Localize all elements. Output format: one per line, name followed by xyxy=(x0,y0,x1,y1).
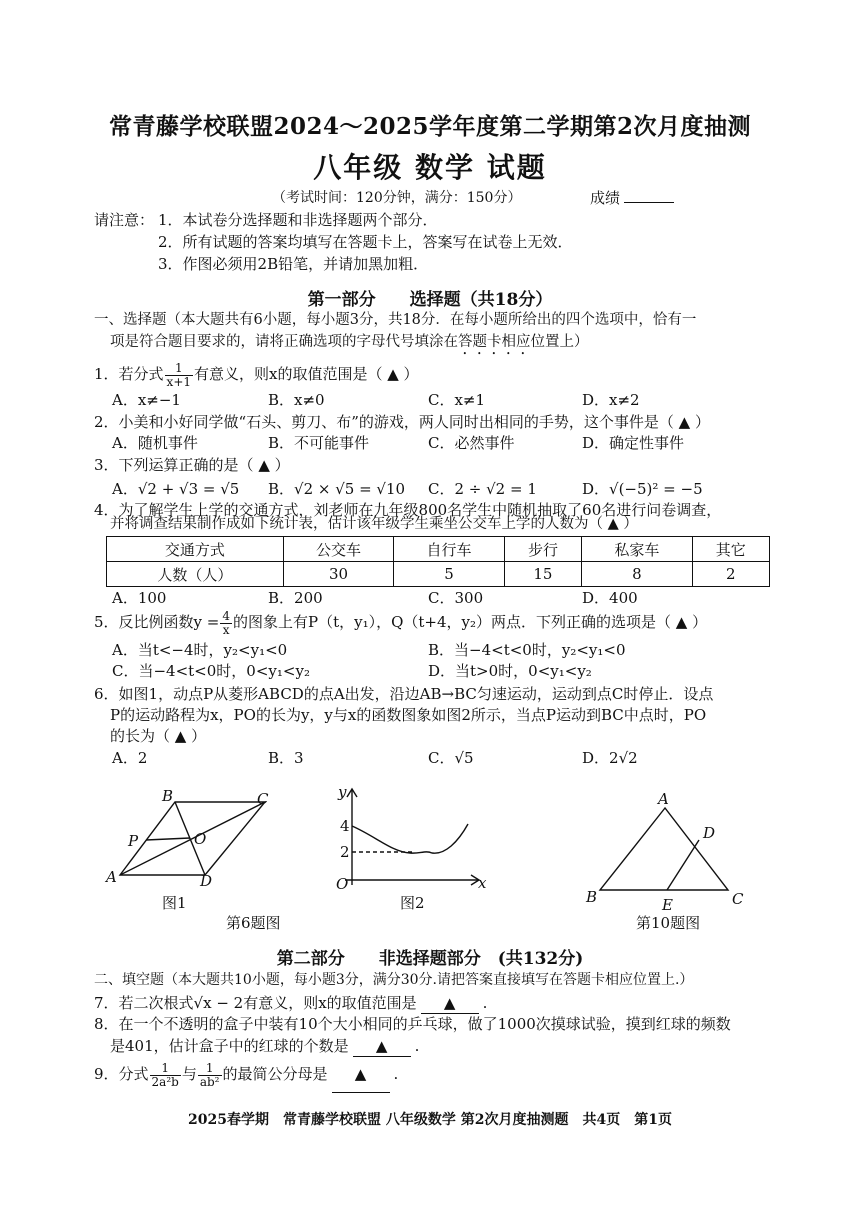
exam-title: 常青藤学校联盟2024～2025学年度第二学期第2次月度抽测 xyxy=(108,113,752,140)
q5-option-b: B．当−4<t<0时，y₂<y₁<0 xyxy=(428,641,626,659)
q4-option-a: A．100 xyxy=(112,589,167,607)
question-7 xyxy=(94,993,487,1014)
exam-info: （考试时间：120分钟，满分：150分） xyxy=(272,190,522,206)
fig1-label-p: P xyxy=(128,832,139,850)
q4-option-d: D．400 xyxy=(582,589,638,607)
q4-option-c: C．300 xyxy=(428,589,484,607)
q5-frac-den: x xyxy=(222,622,230,637)
q1-option-d: D．x≠2 xyxy=(582,391,640,409)
table-cell: 其它 xyxy=(692,537,769,562)
fig10-label-b: B xyxy=(586,888,598,906)
q6-option-c: C．√5 xyxy=(428,749,474,767)
q5-frac-num: 4 xyxy=(222,608,230,623)
table-cell: 私家车 xyxy=(582,537,693,562)
segment-po xyxy=(146,838,190,840)
part1-instructions-a: 一、选择题（本大题共有6小题，每小题3分，共18分．在每小题所给出的四个选项中，恰有一 xyxy=(94,312,697,328)
q3-option-d: D．√(−5)² = −5 xyxy=(582,480,703,498)
q5-option-a: A．当t<−4时，y₂<y₁<0 xyxy=(112,641,288,659)
q9-end: . xyxy=(393,1065,399,1083)
fig10-label-a: A xyxy=(658,790,669,808)
notice-item-1: 1．本试卷分选择题和非选择题两个部分． xyxy=(158,211,438,229)
q9-mid: 与 xyxy=(181,1065,197,1083)
figure-10-triangle xyxy=(600,808,728,890)
notice-item-2: 2．所有试题的答案均填写在答题卡上，答案写在试卷上无效． xyxy=(158,233,573,251)
question-6-line-3: 的长为（ ▲ ） xyxy=(110,727,207,745)
q8-answer-blank: ▲ xyxy=(353,1036,411,1057)
table-cell: 30 xyxy=(283,562,394,587)
instr-b-emphasis: 答题卡相应 xyxy=(458,334,531,350)
q9-frac2-den: ab² xyxy=(199,1074,220,1089)
figure-1-caption: 图1 xyxy=(162,894,187,912)
q9-fraction-2 xyxy=(198,1062,222,1089)
page-footer: 2025春学期 常青藤学校联盟 八年级数学 第2次月度抽测题 共4页 第1页 xyxy=(188,1112,672,1128)
q9-answer-blank: ▲ xyxy=(332,1056,390,1093)
figure-2-caption: 图2 xyxy=(400,894,425,912)
question-4-line-2: 并将调查结果制作成如下统计表，估计该年级学生乘坐公交车上学的人数为（ ▲ ） xyxy=(110,516,638,532)
table-cell: 8 xyxy=(582,562,693,587)
q5-option-d: D．当t>0时，0<y₁<y₂ xyxy=(428,662,592,680)
fig10-label-c: C xyxy=(732,890,744,908)
q8-post: . xyxy=(414,1037,420,1055)
function-curve xyxy=(352,824,468,853)
q4-option-b: B．200 xyxy=(268,589,323,607)
question-6-figure-caption: 第6题图 xyxy=(226,914,281,932)
triangle-abc xyxy=(600,808,728,890)
question-8-line-2 xyxy=(110,1036,419,1057)
fig1-label-o: O xyxy=(194,830,207,848)
question-6-line-1: 6．如图1，动点P从菱形ABCD的点A出发，沿边AB→BC匀速运动，运动到点C时停止．设点 xyxy=(94,685,714,703)
q7-post: . xyxy=(482,994,488,1012)
q6-option-a: A．2 xyxy=(112,749,148,767)
table-cell: 2 xyxy=(692,562,769,587)
fig10-label-e: E xyxy=(662,896,673,914)
q9-frac1-den: 2a²b xyxy=(151,1074,179,1089)
fig2-label-y: y xyxy=(338,783,347,801)
question-4-line-1: 4．为了解学生上学的交通方式，刘老师在九年级800名学生中随机抽取了60名进行问卷调查， xyxy=(94,501,722,519)
diagonal-ac xyxy=(120,802,265,875)
part2-heading: 第二部分 非选择题部分 (共132分) xyxy=(276,949,584,969)
fig2-label-4: 4 xyxy=(340,817,350,835)
q1-option-a: A．x≠−1 xyxy=(112,391,181,409)
q9-post: 的最简公分母是 xyxy=(222,1065,328,1083)
q1-post: 有意义，则x的取值范围是（ ▲ ） xyxy=(194,365,419,383)
q9-fraction-1 xyxy=(150,1062,181,1089)
fig1-label-a: A xyxy=(106,868,117,886)
q2-option-d: D．确定性事件 xyxy=(582,434,685,452)
fig10-label-d: D xyxy=(703,824,716,842)
question-2: 2．小美和小好同学做“石头、剪刀、布”的游戏，两人同时出相同的手势，这个事件是（ ▲ ） xyxy=(94,413,710,431)
question-9 xyxy=(94,1056,398,1093)
q1-option-b: B．x≠0 xyxy=(268,391,325,409)
q2-option-c: C．必然事件 xyxy=(428,434,515,452)
q1-option-c: C．x≠1 xyxy=(428,391,486,409)
score-label: 成绩 xyxy=(590,189,621,207)
table-cell: 自行车 xyxy=(394,537,505,562)
q5-pre: 5．反比例函数y = xyxy=(94,613,220,631)
q5-post: 的图象上有P（t，y₁），Q（t+4，y₂）两点．下列正确的选项是（ ▲ ） xyxy=(233,613,708,631)
q3-option-c: C．2 ÷ √2 = 1 xyxy=(428,480,537,498)
fig1-label-c: C xyxy=(257,790,269,808)
table-cell: 5 xyxy=(394,562,505,587)
q9-pre: 9．分式 xyxy=(94,1065,149,1083)
table-cell: 15 xyxy=(504,562,581,587)
q6-option-b: B．3 xyxy=(268,749,304,767)
segment-de xyxy=(667,840,699,890)
table-cell: 人数（人） xyxy=(107,562,284,587)
q3-option-a: A．√2 + √3 = √5 xyxy=(112,480,240,498)
q9-frac2-num: 1 xyxy=(198,1062,222,1076)
fig1-label-d: D xyxy=(200,872,213,890)
fig1-label-b: B xyxy=(162,787,174,805)
q1-pre: 1．若分式 xyxy=(94,365,164,383)
question-10-figure-caption: 第10题图 xyxy=(636,914,701,932)
q3-option-b: B．√2 × √5 = √10 xyxy=(268,480,406,498)
q2-option-b: B．不可能事件 xyxy=(268,434,370,452)
q6-option-d: D．2√2 xyxy=(582,749,638,767)
q5-option-c: C．当−4<t<0时，0<y₁<y₂ xyxy=(112,662,310,680)
table-cell: 公交车 xyxy=(283,537,394,562)
table-cell: 步行 xyxy=(504,537,581,562)
q1-frac-den: x+1 xyxy=(166,374,192,389)
fig2-label-2: 2 xyxy=(340,843,350,861)
notice-label: 请注意： xyxy=(94,211,155,229)
q8-pre: 是401，估计盒子中的红球的个数是 xyxy=(110,1037,349,1055)
question-6-line-2: P的运动路程为x，PO的长为y，y与x的函数图象如图2所示，当点P运动到BC中点时，PO xyxy=(110,706,707,724)
q2-option-a: A．随机事件 xyxy=(112,434,198,452)
notice-item-3: 3．作图必须用2B铅笔，并请加黑加粗． xyxy=(158,255,429,273)
q1-frac-num: 1 xyxy=(165,362,193,376)
question-8-line-1: 8．在一个不透明的盒子中装有10个大小相同的乒乓球，做了1000次摸球试验，摸到红球的频数 xyxy=(94,1015,731,1033)
instr-b-pre: 项是符合题目要求的，请将正确选项的字母代号填涂在 xyxy=(110,334,458,350)
figure-1-rhombus xyxy=(120,802,265,875)
instr-b-post: 位置上） xyxy=(530,334,589,350)
question-3: 3．下列运算正确的是（ ▲ ） xyxy=(94,456,290,474)
figure-2-graph xyxy=(345,789,479,885)
q7-answer-blank: ▲ xyxy=(421,993,479,1014)
part1-heading: 第一部分 选择题（共18分） xyxy=(307,290,553,310)
part2-instructions: 二、填空题（本大题共10小题，每小题3分，满分30分.请把答案直接填写在答题卡相应位置上.） xyxy=(94,972,694,988)
q7-pre: 7．若二次根式√x − 2有意义，则x的取值范围是 xyxy=(94,994,417,1012)
q9-frac1-num: 1 xyxy=(150,1062,181,1076)
fig2-label-origin: O xyxy=(336,875,349,893)
fig2-label-x: x xyxy=(478,874,487,892)
table-cell: 交通方式 xyxy=(107,537,284,562)
exam-subtitle: 八年级 数学 试题 xyxy=(313,151,547,184)
